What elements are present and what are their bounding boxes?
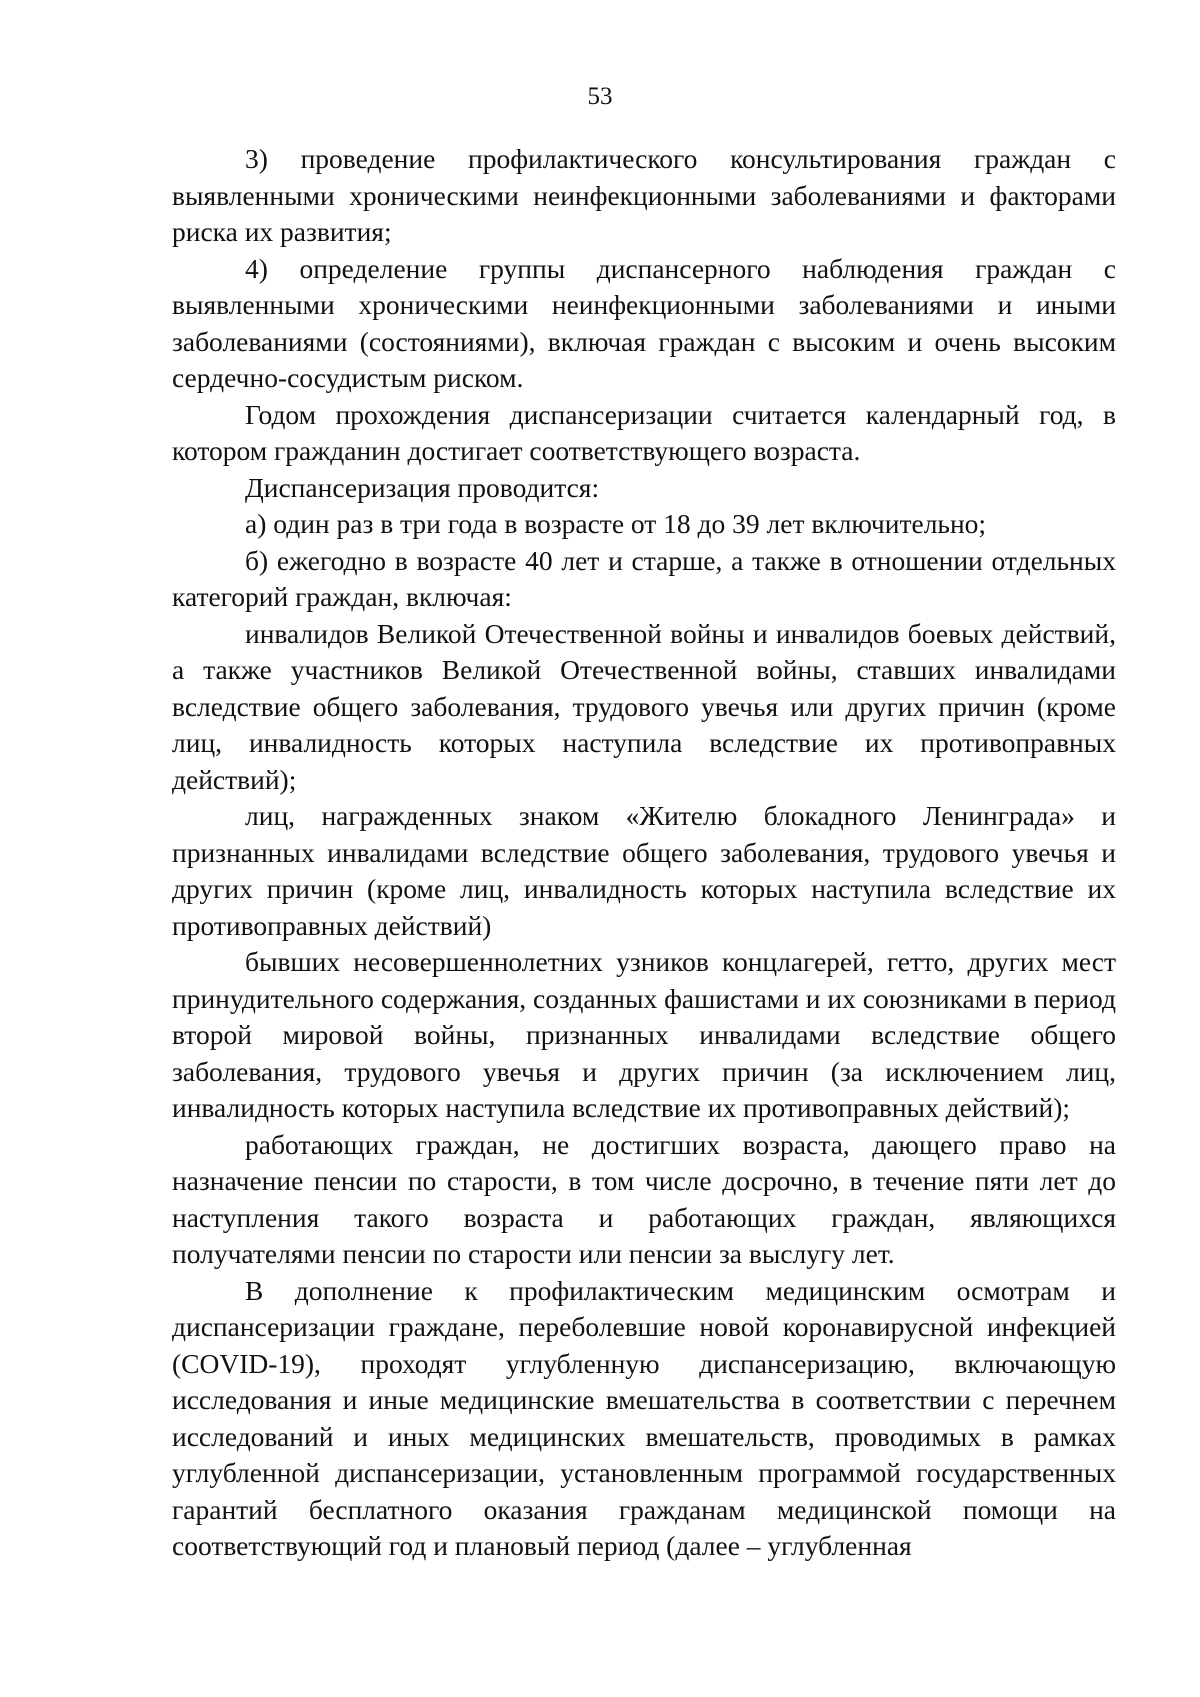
paragraph-item-4: 4) определение группы диспансерного наблюдения граждан с выявленными хроническими неинфекционными заболеваниями и иными заболеваниями (состояниями), включая граждан с высоким и очень высоким сердечно-сосудистым риском. xyxy=(172,252,1116,393)
paragraph-examination-year: Годом прохождения диспансеризации считается календарный год, в котором гражданин достигает соответствующего возраста. xyxy=(172,398,1116,466)
paragraph-item-b: б) ежегодно в возрасте 40 лет и старше, а также в отношении отдельных категорий граждан, включая: xyxy=(172,544,1116,612)
paragraph-war-invalids: инвалидов Великой Отечественной войны и инвалидов боевых действий, а также участников Великой Отечественной войны, ставших инвалидами вследствие общего заболевания, трудового увечья или других причин (кроме лиц, инвалидность которых наступила вследствие их противоправных действий); xyxy=(172,617,1116,795)
page-number: 53 xyxy=(587,83,613,110)
paragraph-dispensary-intro: Диспансеризация проводится: xyxy=(245,471,600,503)
paragraph-camp-prisoners: бывших несовершеннолетних узников концлагерей, гетто, других мест принудительного содержания, созданных фашистами и их союзниками в период второй мировой войны, признанных инвалидами вследствие общего заболевания, трудового увечья и других причин (за исключением лиц, инвалидность которых наступила вследствие их противоправных действий); xyxy=(172,946,1116,1123)
document-body xyxy=(172,141,1116,1565)
paragraph-leningrad-siege: лиц, награжденных знаком «Жителю блокадного Ленинграда» и признанных инвалидами вследствие общего заболевания, трудового увечья и других причин (кроме лиц, инвалидность которых наступила вследствие их противоправных действий) xyxy=(172,800,1116,941)
paragraph-covid-dispensary: В дополнение к профилактическим медицинским осмотрам и диспансеризации граждане, переболевшие новой коронавирусной инфекцией (COVID-19), проходят углубленную диспансеризацию, включающую исследования и иные медицинские вмешательства в соответствии с перечнем исследований и иных медицинских вмешательств, проводимых в рамках углубленной диспансеризации, установленным программой государственных гарантий бесплатного оказания гражданам медицинской помощи на соответствующий год и плановый период (далее – углубленная xyxy=(172,1274,1116,1561)
paragraph-working-citizens: работающих граждан, не достигших возраста, дающего право на назначение пенсии по старости, в том числе досрочно, в течение пяти лет до наступления такого возраста и работающих граждан, являющихся получателями пенсии по старости или пенсии за выслугу лет. xyxy=(172,1128,1116,1269)
paragraph-item-a: а) один раз в три года в возрасте от 18 до 39 лет включительно; xyxy=(245,508,987,539)
paragraph-item-3: 3) проведение профилактического консультирования граждан с выявленными хроническими неинфекционными заболеваниями и факторами риска их развития; xyxy=(172,143,1116,247)
